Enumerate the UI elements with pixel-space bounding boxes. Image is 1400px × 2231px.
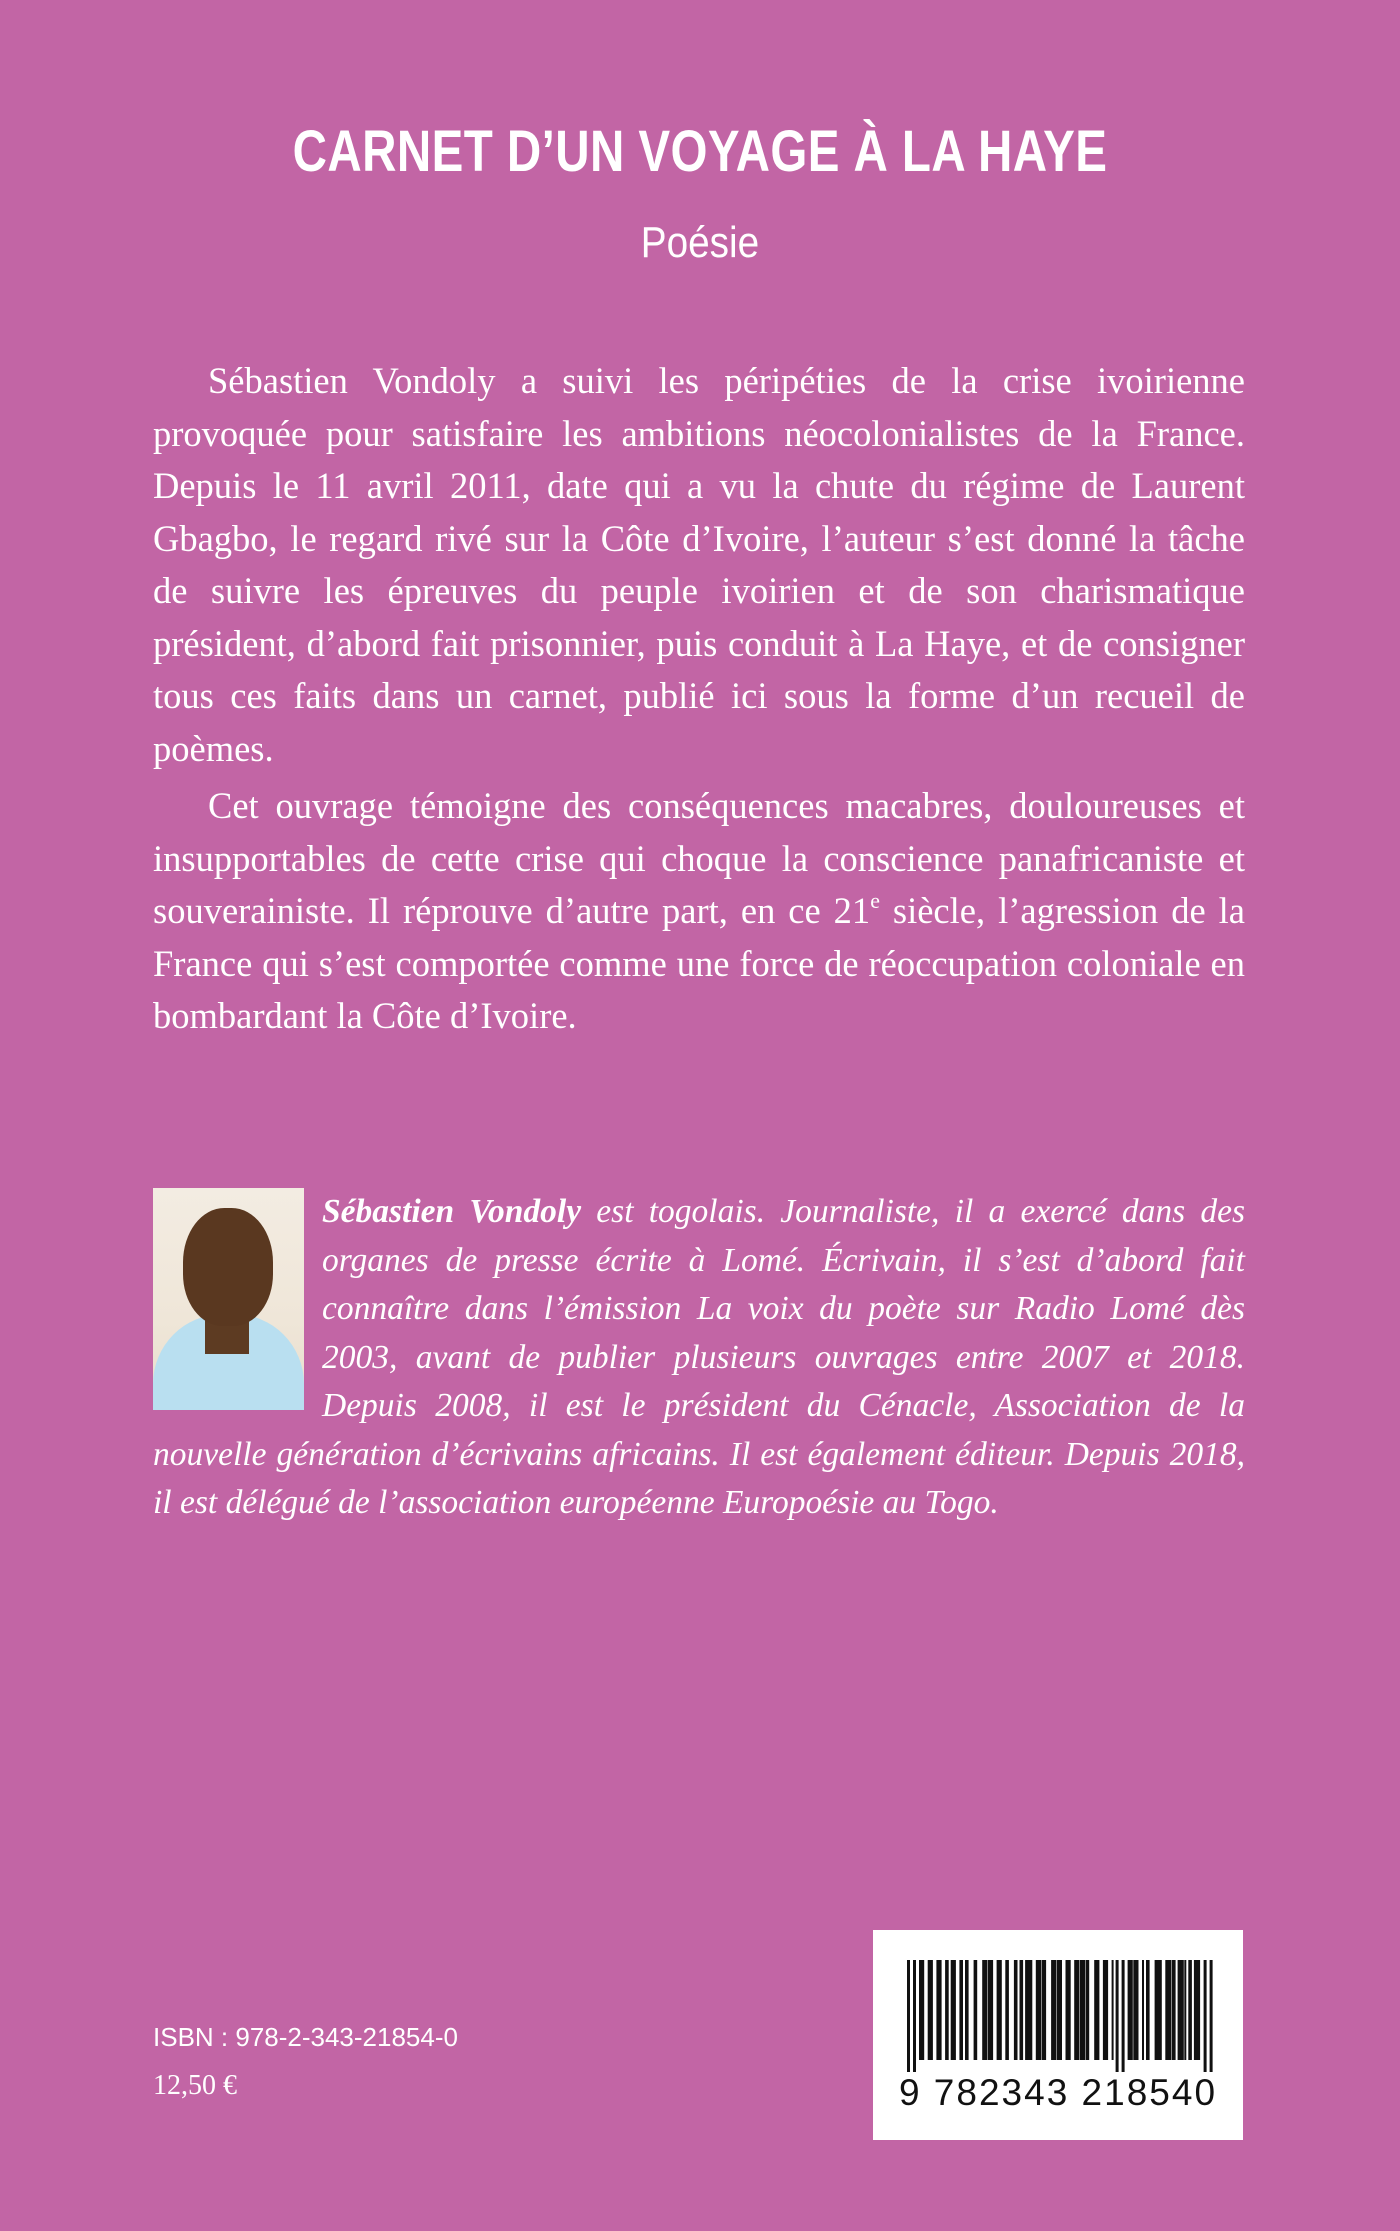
- book-title: CARNET D’UN VOYAGE À LA HAYE: [292, 119, 1108, 184]
- author-name: Sébastien Vondoly: [322, 1193, 582, 1230]
- author-bio-text: est togolais. Journaliste, il a exercé dans des organes de presse écrite à Lomé. Écrivain, il s’est d’abord fait connaître dans l’émission La voix du poète sur Radio Lomé dès 2003, avant de publier plusieurs ouvrages entre 2007 et 2018. Depuis 2008, il est le président du Cénacle, Association de la nouvelle génération d’écrivains africains. Il est également éditeur. Depuis 2018, il est délégué de l’association européenne Europoésie au Togo.: [153, 1193, 1245, 1521]
- barcode: [873, 1930, 1243, 2140]
- author-bio-block: [153, 1188, 1245, 1528]
- century-superscript: e: [870, 887, 880, 913]
- price: 12,50 €: [153, 2070, 237, 2101]
- author-photo: [153, 1188, 304, 1410]
- barcode-icon: [903, 1960, 1213, 2072]
- book-genre: Poésie: [640, 218, 760, 267]
- book-summary: [153, 355, 1245, 1048]
- summary-text: siècle, l’agression de la France qui s’est comportée comme une force de réoccupation coloniale en bombardant la Côte d’Ivoire.: [153, 890, 1245, 1036]
- summary-paragraph: [153, 780, 1245, 1043]
- barcode-digits: 9 782343 218540: [898, 2072, 1218, 2113]
- author-bio: [153, 1188, 1245, 1528]
- summary-paragraph: Sébastien Vondoly a suivi les péripéties de la crise ivoirienne provoquée pour satisfaire les ambitions néocolonialistes de la France. Depuis le 11 avril 2011, date qui a vu la chute du régime de Laurent Gbagbo, le regard rivé sur la Côte d’Ivoire, l’auteur s’est donné la tâche de suivre les épreuves du peuple ivoirien et de son charismatique président, d’abord fait prisonnier, puis conduit à La Haye, et de consigner tous ces faits dans un carnet, publié ici sous la forme d’un recueil de poèmes.: [153, 360, 1245, 769]
- isbn: ISBN : 978-2-343-21854-0: [153, 2022, 458, 2052]
- summary-text: Cet ouvrage témoigne des conséquences macabres, douloureuses et insupportables de cette crise qui choque la conscience panafricaniste et souverainiste. Il réprouve d’autre part, en ce 21: [153, 785, 1245, 931]
